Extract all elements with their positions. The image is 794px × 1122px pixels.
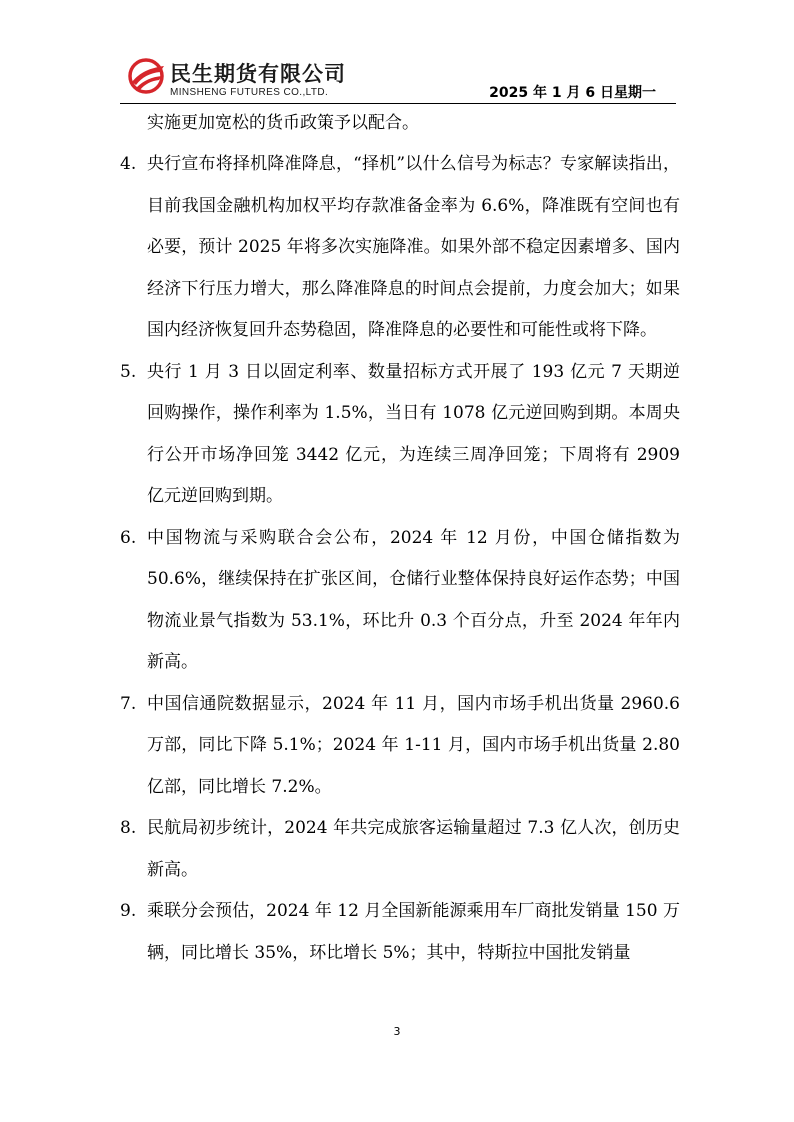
item-number: 7. xyxy=(120,693,137,714)
list-item xyxy=(120,808,680,891)
company-name-en: MINSHENG FUTURES CO.,LTD. xyxy=(170,87,329,98)
company-logo xyxy=(126,56,366,100)
company-name-cn: 民生期货有限公司 xyxy=(170,62,346,86)
list-item xyxy=(120,144,680,352)
news-list xyxy=(120,103,680,974)
page-header xyxy=(120,52,676,104)
item-text: 中国物流与采购联合会公布，2024 年 12 月份，中国仓储指数为 50.6%，继续保持在扩张区间，仓储行业整体保持良好运作态势；中国物流业景气指数为 53.1%，环比升 0.3 个百分点，升至 2024 年年内新高。 xyxy=(147,527,680,672)
item-number: 5. xyxy=(120,361,137,382)
item-text: 央行宣布将择机降准降息，“择机”以什么信号为标志？专家解读指出，目前我国金融机构加权平均存款准备金率为 6.6%，降准既有空间也有必要，预计 2025 年将多次实施降准。如果外部不稳定因素增多、国内经济下行压力增大，那么降准降息的时间点会提前，力度会加大；如果国内经济恢复回升态势稳固，降准降息的必要性和可能性或将下降。 xyxy=(147,154,680,340)
item-number: 9. xyxy=(120,901,137,921)
list-item xyxy=(120,684,680,809)
item-number: 4. xyxy=(120,154,137,174)
list-item xyxy=(120,352,680,518)
item-text: 央行 1 月 3 日以固定利率、数量招标方式开展了 193 亿元 7 天期逆回购操作，操作利率为 1.5%，当日有 1078 亿元逆回购到期。本周央行公开市场净回笼 3442 亿元，为连续三周净回笼；下周将有 2909 亿元逆回购到期。 xyxy=(147,361,680,506)
report-date: 2025 年 1 月 6 日星期一 xyxy=(489,85,656,101)
page-number: 3 xyxy=(393,1025,401,1038)
item-number: 8. xyxy=(120,818,137,838)
item-text: 乘联分会预估，2024 年 12 月全国新能源乘用车厂商批发销量 150 万辆，同比增长 35%，环比增长 5%；其中，特斯拉中国批发销量 xyxy=(147,901,680,963)
continued-paragraph: 实施更加宽松的货币政策予以配合。 xyxy=(147,113,419,133)
item-text: 中国信通院数据显示，2024 年 11 月，国内市场手机出货量 2960.6 万部，同比下降 5.1%；2024 年 1-11 月，国内市场手机出货量 2.80 亿部，同比增长 7.2%。 xyxy=(147,693,680,797)
minsheng-logo-icon xyxy=(126,58,166,94)
list-item xyxy=(120,891,680,974)
item-text: 民航局初步统计，2024 年共完成旅客运输量超过 7.3 亿人次，创历史新高。 xyxy=(147,818,680,880)
item-number: 6. xyxy=(120,527,137,548)
list-item xyxy=(120,518,680,684)
